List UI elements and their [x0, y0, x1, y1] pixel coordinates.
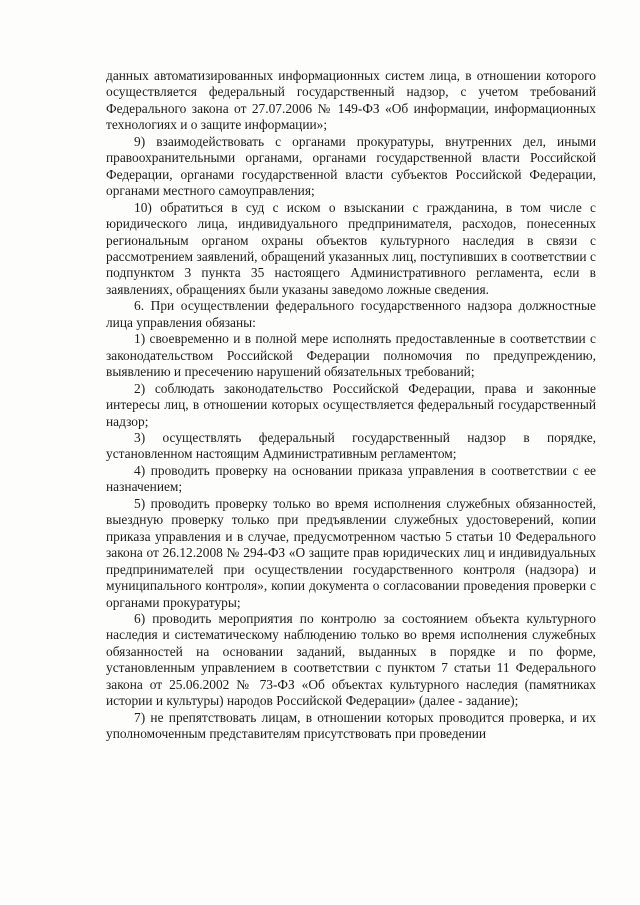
paragraph-duty-7: 7) не препятствовать лицам, в отношении которых проводится проверка, и их уполномоченным представителям присутствовать при проведении	[106, 709, 596, 742]
paragraph-duty-6: 6) проводить мероприятия по контролю за состоянием объекта культурного наследия и систематическому наблюдению только во время исполнения служебных обязанностей на основании заданий, выданных в порядке и по форме, установленным управлением в соответствии с пунктом 7 статьи 11 Федерального закона от 25.06.2002 № 73-ФЗ «Об объектах культурного наследия (памятниках истории и культуры) народов Российской Федерации» (далее - задание);	[106, 610, 596, 709]
paragraph-item-10: 10) обратиться в суд с иском о взыскании с гражданина, в том числе с юридического лица, индивидуального предпринимателя, расходов, понесенных региональным органом охраны объектов культурного наследия в связи с рассмотрением заявлений, обращений указанных лиц, поступивших в соответствии с подпунктом 3 пункта 35 настоящего Административного регламента, если в заявлениях, обращениях были указаны заведомо ложные сведения.	[106, 199, 596, 297]
paragraph-section-6: 6. При осуществлении федерального государственного надзора должностные лица управления обязаны:	[106, 298, 596, 330]
paragraph-duty-4: 4) проводить проверку на основании приказа управления в соответствии с ее назначением;	[106, 462, 596, 495]
paragraph-duty-1: 1) своевременно и в полной мере исполнять предоставленные в соответствии с законодательством Российской Федерации полномочия по предупреждению, выявлению и пресечению нарушений обязательных требований;	[106, 331, 596, 380]
paragraph-duty-5: 5) проводить проверку только во время исполнения служебных обязанностей, выездную проверку только при предъявлении служебных удостоверений, копии приказа управления и в случае, предусмотренном частью 5 статьи 10 Федерального закона от 26.12.2008 № 294-ФЗ «О защите прав юридических лиц и индивидуальных предпринимателей при осуществлении государственного контроля (надзора) и муниципального контроля», копии документа о согласовании проведения проверки с органами прокуратуры;	[106, 495, 596, 610]
paragraph-continuation: данных автоматизированных информационных систем лица, в отношении которого осуществляется федеральный государственный надзор, с учетом требований Федерального закона от 27.07.2006 № 149-ФЗ «Об информации, информационных технологиях и о защите информации»;	[106, 68, 596, 133]
paragraph-duty-3: 3) осуществлять федеральный государственный надзор в порядке, установленном настоящим Административным регламентом;	[106, 429, 596, 462]
paragraph-item-9: 9) взаимодействовать с органами прокуратуры, внутренних дел, иными правоохранительными органами, органами государственной власти Российской Федерации, органами государственной власти субъектов Российской Федерации, органами местного самоуправления;	[106, 133, 596, 199]
paragraph-duty-2: 2) соблюдать законодательство Российской Федерации, права и законные интересы лиц, в отношении которых осуществляется федеральный государственный надзор;	[106, 380, 596, 429]
